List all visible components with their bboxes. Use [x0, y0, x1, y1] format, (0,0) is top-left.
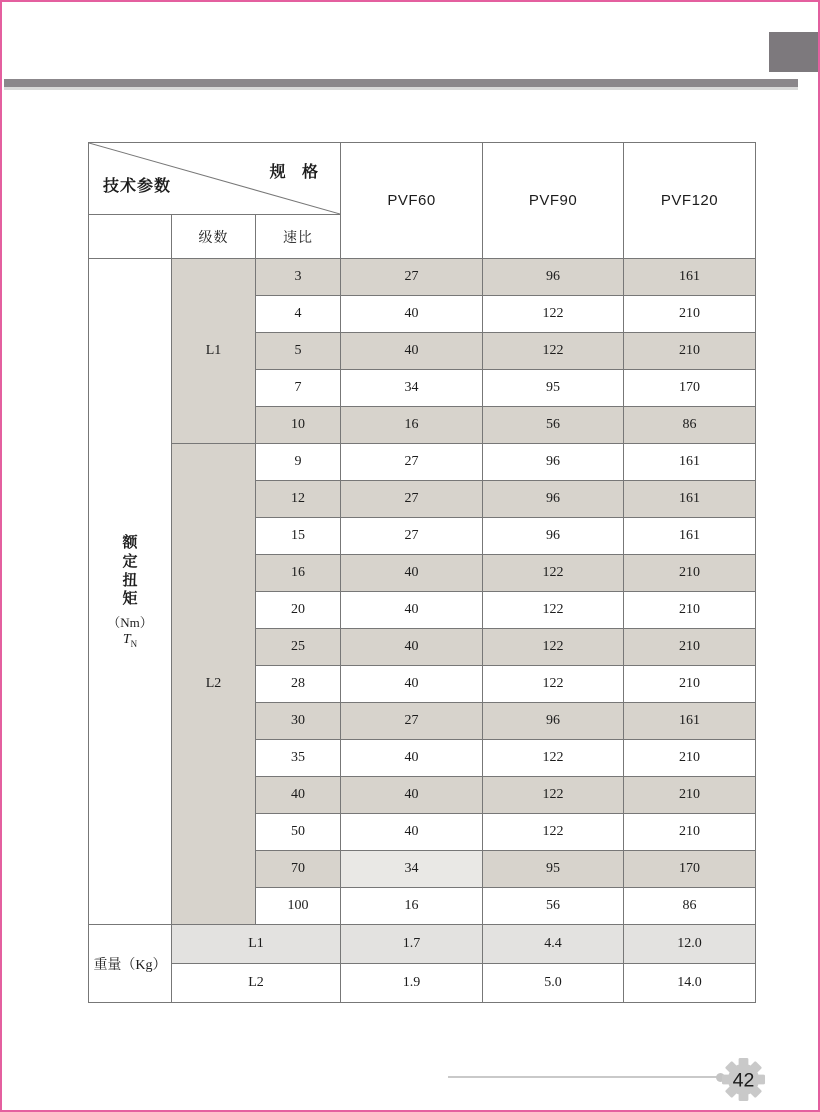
ratio-cell: 30 [256, 703, 341, 740]
value-cell: 27 [341, 444, 483, 481]
weight-stage-cell: L1 [172, 925, 341, 964]
value-cell: 40 [341, 777, 483, 814]
value-cell: 122 [483, 814, 624, 851]
ratio-cell: 4 [256, 296, 341, 333]
value-cell: 210 [624, 629, 756, 666]
value-cell: 122 [483, 740, 624, 777]
value-cell: 96 [483, 518, 624, 555]
ratio-cell: 35 [256, 740, 341, 777]
torque-label [89, 259, 172, 925]
footer-rule [448, 1076, 720, 1078]
value-cell: 95 [483, 851, 624, 888]
value-cell: 210 [624, 592, 756, 629]
torque-label-content [89, 534, 171, 649]
value-cell: 122 [483, 296, 624, 333]
blank-header-cell [89, 215, 172, 259]
weight-stage-cell: L2 [172, 964, 341, 1003]
header-row-1 [89, 143, 756, 215]
torque-vertical-text: 额 定 扭 矩 [122, 534, 138, 608]
value-cell: 161 [624, 703, 756, 740]
ratio-cell: 9 [256, 444, 341, 481]
ratio-cell: 70 [256, 851, 341, 888]
table-row [89, 964, 756, 1003]
value-cell: 122 [483, 333, 624, 370]
value-cell: 40 [341, 666, 483, 703]
ratio-header: 速比 [256, 215, 341, 259]
value-cell: 161 [624, 259, 756, 296]
value-cell: 95 [483, 370, 624, 407]
weight-value-cell: 12.0 [624, 925, 756, 964]
value-cell: 210 [624, 555, 756, 592]
value-cell: 40 [341, 333, 483, 370]
value-cell: 96 [483, 481, 624, 518]
value-cell: 96 [483, 259, 624, 296]
page-number: 42 [732, 1069, 755, 1092]
diagonal-header-cell [89, 143, 341, 215]
stages-header: 级数 [172, 215, 256, 259]
table-row [89, 444, 756, 481]
weight-value-cell: 4.4 [483, 925, 624, 964]
value-cell: 27 [341, 259, 483, 296]
torque-unit: （Nm） [107, 615, 153, 631]
value-cell: 40 [341, 296, 483, 333]
value-cell: 161 [624, 518, 756, 555]
weight-label: 重量（Kg） [89, 925, 172, 1003]
value-cell: 210 [624, 296, 756, 333]
value-cell: 40 [341, 740, 483, 777]
value-cell: 34 [341, 851, 483, 888]
value-cell: 40 [341, 814, 483, 851]
ratio-cell: 7 [256, 370, 341, 407]
ratio-cell: 3 [256, 259, 341, 296]
value-cell: 122 [483, 555, 624, 592]
value-cell: 27 [341, 703, 483, 740]
header-corner-box [769, 32, 818, 72]
value-cell: 56 [483, 888, 624, 925]
weight-value-cell: 5.0 [483, 964, 624, 1003]
stage-group-label: L2 [172, 444, 256, 925]
ratio-cell: 28 [256, 666, 341, 703]
spec-table [88, 142, 756, 1003]
value-cell: 40 [341, 592, 483, 629]
value-cell: 170 [624, 370, 756, 407]
value-cell: 122 [483, 592, 624, 629]
header-rule [4, 79, 798, 90]
value-cell: 161 [624, 444, 756, 481]
value-cell: 96 [483, 444, 624, 481]
table-row [89, 259, 756, 296]
value-cell: 16 [341, 407, 483, 444]
value-cell: 27 [341, 481, 483, 518]
column-header-pvf60: PVF60 [341, 143, 483, 259]
ratio-cell: 50 [256, 814, 341, 851]
weight-value-cell: 1.7 [341, 925, 483, 964]
table-row [89, 925, 756, 964]
value-cell: 56 [483, 407, 624, 444]
value-cell: 40 [341, 555, 483, 592]
value-cell: 34 [341, 370, 483, 407]
ratio-cell: 20 [256, 592, 341, 629]
ratio-cell: 25 [256, 629, 341, 666]
ratio-cell: 15 [256, 518, 341, 555]
gear-icon [721, 1057, 766, 1102]
value-cell: 122 [483, 629, 624, 666]
ratio-cell: 10 [256, 407, 341, 444]
value-cell: 210 [624, 740, 756, 777]
value-cell: 86 [624, 888, 756, 925]
value-cell: 96 [483, 703, 624, 740]
value-cell: 210 [624, 333, 756, 370]
ratio-cell: 12 [256, 481, 341, 518]
stage-group-label: L1 [172, 259, 256, 444]
value-cell: 86 [624, 407, 756, 444]
value-cell: 27 [341, 518, 483, 555]
spec-axis-label: 规 格 [269, 164, 325, 181]
ratio-cell: 40 [256, 777, 341, 814]
weight-value-cell: 1.9 [341, 964, 483, 1003]
value-cell: 122 [483, 777, 624, 814]
ratio-cell: 16 [256, 555, 341, 592]
value-cell: 122 [483, 666, 624, 703]
column-header-pvf120: PVF120 [624, 143, 756, 259]
column-header-pvf90: PVF90 [483, 143, 624, 259]
value-cell: 210 [624, 777, 756, 814]
value-cell: 210 [624, 814, 756, 851]
parameter-axis-label: 技术参数 [103, 178, 172, 195]
value-cell: 210 [624, 666, 756, 703]
ratio-cell: 5 [256, 333, 341, 370]
weight-value-cell: 14.0 [624, 964, 756, 1003]
ratio-cell: 100 [256, 888, 341, 925]
value-cell: 16 [341, 888, 483, 925]
torque-symbol: $T_N$ [122, 632, 138, 649]
value-cell: 40 [341, 629, 483, 666]
value-cell: 170 [624, 851, 756, 888]
value-cell: 161 [624, 481, 756, 518]
